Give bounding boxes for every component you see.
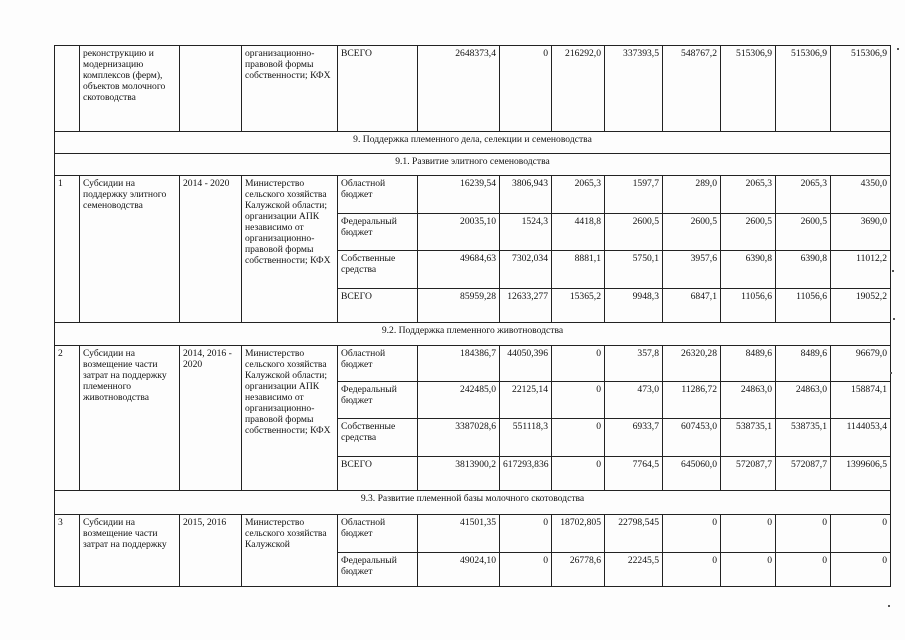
value-cell: 44050,396 xyxy=(500,346,552,382)
measure-name: реконструкцию и модернизацию комплексов (ферм), объектов молочного скотоводства xyxy=(80,46,180,132)
budget-table xyxy=(54,45,891,587)
value-cell: 337393,5 xyxy=(605,46,663,132)
value-cell: 551118,3 xyxy=(500,419,552,457)
table-row xyxy=(55,346,891,382)
value-cell: 1597,7 xyxy=(605,176,663,214)
funding-source: Федеральный бюджет xyxy=(338,382,418,419)
value-cell: 20035,10 xyxy=(418,214,500,251)
value-cell: 7302,034 xyxy=(500,251,552,289)
value-cell: 11012,2 xyxy=(831,251,891,289)
value-cell: 15365,2 xyxy=(552,289,605,323)
value-cell: 515306,9 xyxy=(721,46,776,132)
value-cell: 0 xyxy=(663,553,721,587)
value-cell: 1399606,5 xyxy=(831,457,891,491)
value-cell: 4350,0 xyxy=(831,176,891,214)
value-cell: 6390,8 xyxy=(776,251,831,289)
executor: организационно-правовой формы собственности; КФХ xyxy=(242,46,338,132)
value-cell: 6933,7 xyxy=(605,419,663,457)
value-cell: 12633,277 xyxy=(500,289,552,323)
executor: Министерство сельского хозяйства Калужской области; организации АПК независимо от организационно-правовой формы собственности; КФХ xyxy=(242,346,338,491)
funding-source: Федеральный бюджет xyxy=(338,214,418,251)
value-cell: 0 xyxy=(500,515,552,553)
value-cell: 49684,63 xyxy=(418,251,500,289)
value-cell: 6847,1 xyxy=(663,289,721,323)
value-cell: 0 xyxy=(831,553,891,587)
value-cell: 1144053,4 xyxy=(831,419,891,457)
executor: Министерство сельского хозяйства Калужской области; организации АПК независимо от организационно-правовой формы собственности; КФХ xyxy=(242,176,338,323)
value-cell: 0 xyxy=(776,515,831,553)
value-cell: 11056,6 xyxy=(721,289,776,323)
scan-speck xyxy=(890,372,892,374)
value-cell: 11056,6 xyxy=(776,289,831,323)
measure-name: Субсидии на поддержку элитного семеноводства xyxy=(80,176,180,323)
scan-speck xyxy=(888,605,890,607)
value-cell: 8881,1 xyxy=(552,251,605,289)
period: 2015, 2016 xyxy=(180,515,242,587)
value-cell: 0 xyxy=(500,46,552,132)
value-cell: 96679,0 xyxy=(831,346,891,382)
value-cell: 0 xyxy=(663,515,721,553)
value-cell: 1524,3 xyxy=(500,214,552,251)
period: 2014 - 2020 xyxy=(180,176,242,323)
row-number: 1 xyxy=(55,176,80,323)
value-cell: 2600,5 xyxy=(776,214,831,251)
value-cell: 19052,2 xyxy=(831,289,891,323)
subsection-header-row xyxy=(55,323,891,346)
value-cell: 645060,0 xyxy=(663,457,721,491)
value-cell: 242485,0 xyxy=(418,382,500,419)
subsection-header-row xyxy=(55,491,891,515)
value-cell: 538735,1 xyxy=(776,419,831,457)
value-cell: 572087,7 xyxy=(721,457,776,491)
value-cell: 0 xyxy=(552,457,605,491)
value-cell: 515306,9 xyxy=(831,46,891,132)
value-cell: 572087,7 xyxy=(776,457,831,491)
value-cell: 158874,1 xyxy=(831,382,891,419)
subsection-header-row xyxy=(55,154,891,176)
value-cell: 607453,0 xyxy=(663,419,721,457)
subsection-title: 9.1. Развитие элитного семеноводства xyxy=(55,154,891,176)
section-title: 9. Поддержка племенного дела, селекции и семеноводства xyxy=(55,132,891,154)
value-cell: 617293,836 xyxy=(500,457,552,491)
value-cell: 0 xyxy=(552,382,605,419)
value-cell: 3813900,2 xyxy=(418,457,500,491)
value-cell: 289,0 xyxy=(663,176,721,214)
value-cell: 26778,6 xyxy=(552,553,605,587)
value-cell: 41501,35 xyxy=(418,515,500,553)
table-row xyxy=(55,515,891,553)
value-cell: 538735,1 xyxy=(721,419,776,457)
funding-source: Федеральный бюджет xyxy=(338,553,418,587)
value-cell: 216292,0 xyxy=(552,46,605,132)
value-cell: 4418,8 xyxy=(552,214,605,251)
value-cell: 8489,6 xyxy=(776,346,831,382)
value-cell: 0 xyxy=(552,419,605,457)
value-cell: 2065,3 xyxy=(776,176,831,214)
value-cell: 3387028,6 xyxy=(418,419,500,457)
value-cell: 515306,9 xyxy=(776,46,831,132)
value-cell: 548767,2 xyxy=(663,46,721,132)
value-cell: 26320,28 xyxy=(663,346,721,382)
row-number xyxy=(55,46,80,132)
value-cell: 2600,5 xyxy=(605,214,663,251)
value-cell: 2065,3 xyxy=(552,176,605,214)
funding-source: Собственные средства xyxy=(338,251,418,289)
value-cell: 18702,805 xyxy=(552,515,605,553)
value-cell: 2065,3 xyxy=(721,176,776,214)
value-cell: 7764,5 xyxy=(605,457,663,491)
section-header-row xyxy=(55,132,891,154)
value-cell: 11286,72 xyxy=(663,382,721,419)
value-cell: 0 xyxy=(831,515,891,553)
funding-source: Областной бюджет xyxy=(338,515,418,553)
funding-source: Областной бюджет xyxy=(338,176,418,214)
value-cell: 2600,5 xyxy=(663,214,721,251)
scan-speck xyxy=(893,318,895,320)
value-cell: 0 xyxy=(500,553,552,587)
table-row xyxy=(55,176,891,214)
value-cell: 9948,3 xyxy=(605,289,663,323)
subsection-title: 9.3. Развитие племенной базы молочного скотоводства xyxy=(55,491,891,515)
value-cell: 22798,545 xyxy=(605,515,663,553)
value-cell: 0 xyxy=(552,346,605,382)
value-cell: 2648373,4 xyxy=(418,46,500,132)
funding-source: ВСЕГО xyxy=(338,289,418,323)
subsection-title: 9.2. Поддержка племенного животноводства xyxy=(55,323,891,346)
value-cell: 24863,0 xyxy=(776,382,831,419)
value-cell: 49024,10 xyxy=(418,553,500,587)
value-cell: 85959,28 xyxy=(418,289,500,323)
value-cell: 357,8 xyxy=(605,346,663,382)
value-cell: 184386,7 xyxy=(418,346,500,382)
executor: Министерство сельского хозяйства Калужской xyxy=(242,515,338,587)
funding-source: ВСЕГО xyxy=(338,457,418,491)
value-cell: 2600,5 xyxy=(721,214,776,251)
value-cell: 5750,1 xyxy=(605,251,663,289)
row-number: 2 xyxy=(55,346,80,491)
value-cell: 22125,14 xyxy=(500,382,552,419)
value-cell: 0 xyxy=(776,553,831,587)
table-row xyxy=(55,46,891,132)
value-cell: 16239,54 xyxy=(418,176,500,214)
scan-speck xyxy=(892,270,894,272)
value-cell: 24863,0 xyxy=(721,382,776,419)
period xyxy=(180,46,242,132)
value-cell: 3957,6 xyxy=(663,251,721,289)
value-cell: 6390,8 xyxy=(721,251,776,289)
period: 2014, 2016 - 2020 xyxy=(180,346,242,491)
funding-source: Собственные средства xyxy=(338,419,418,457)
scan-speck xyxy=(897,48,899,50)
measure-name: Субсидии на возмещение части затрат на поддержку племенного животноводства xyxy=(80,346,180,491)
value-cell: 8489,6 xyxy=(721,346,776,382)
measure-name: Субсидии на возмещение части затрат на поддержку xyxy=(80,515,180,587)
value-cell: 3690,0 xyxy=(831,214,891,251)
funding-source: Областной бюджет xyxy=(338,346,418,382)
value-cell: 22245,5 xyxy=(605,553,663,587)
value-cell: 473,0 xyxy=(605,382,663,419)
value-cell: 0 xyxy=(721,515,776,553)
value-cell: 0 xyxy=(721,553,776,587)
funding-source: ВСЕГО xyxy=(338,46,418,132)
value-cell: 3806,943 xyxy=(500,176,552,214)
row-number: 3 xyxy=(55,515,80,587)
